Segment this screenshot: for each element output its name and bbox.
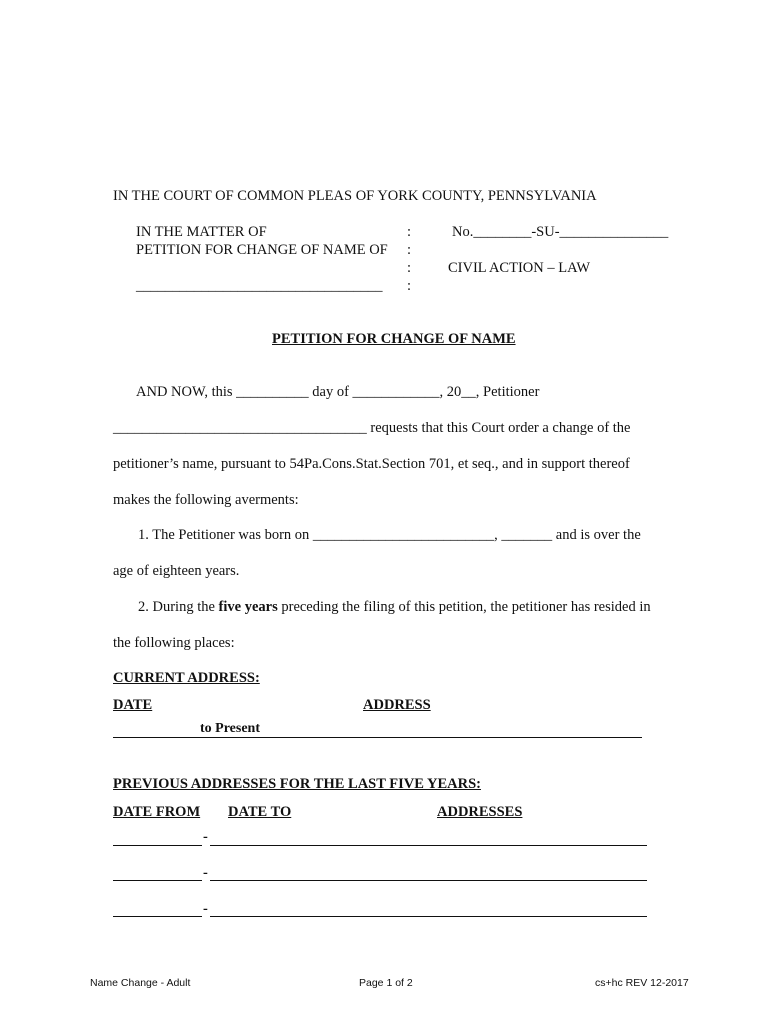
caption-matter-line1: IN THE MATTER OF [136,224,267,240]
addresses-label: ADDRESSES [437,804,523,820]
date-from-line[interactable] [113,880,202,881]
current-address-heading: CURRENT ADDRESS: [113,670,260,686]
case-number-field[interactable]: No.________-SU-_______________ [452,224,669,240]
date-to-label: DATE TO [228,804,292,820]
caption-colon: : [407,260,412,276]
body-line-3: petitioner’s name, pursuant to 54Pa.Cons.Stat.Section 701, et seq., and in support thereof [113,456,630,472]
current-address-label: ADDRESS [363,697,431,713]
row-dash: - [203,865,208,881]
address-line[interactable] [210,916,647,917]
civil-action-label: CIVIL ACTION – LAW [448,260,591,276]
date-from-line[interactable] [113,845,202,846]
current-address-line[interactable] [113,737,642,738]
previous-addresses-heading: PREVIOUS ADDRESSES FOR THE LAST FIVE YEARS: [113,776,481,792]
averment-2 [138,599,651,616]
court-heading: IN THE COURT OF COMMON PLEAS OF YORK COUNTY, PENNSYLVANIA [113,188,597,204]
caption-colon: : [407,224,412,240]
to-present-label: to Present [200,721,260,736]
averment-2-pre: 2. During the [138,599,219,615]
address-line[interactable] [210,845,647,846]
caption-colon: : [407,242,412,258]
date-from-label: DATE FROM [113,804,201,820]
footer-revision: cs+hc REV 12-2017 [595,977,689,989]
averment-1[interactable]: 1. The Petitioner was born on _________________________, _______ and is over the [138,527,641,543]
caption-name-blank[interactable]: __________________________________ [136,278,383,294]
current-date-label: DATE [113,697,153,713]
address-line[interactable] [210,880,647,881]
averment-2-cont: the following places: [113,635,235,651]
date-from-line[interactable] [113,916,202,917]
petition-title: PETITION FOR CHANGE OF NAME [272,331,516,347]
body-line-4: makes the following averments: [113,492,299,508]
averment-2-bold: five years [218,599,278,615]
row-dash: - [203,829,208,845]
body-line-1[interactable]: AND NOW, this __________ day of ____________, 20__, Petitioner [136,384,540,400]
body-line-2[interactable]: ___________________________________ requests that this Court order a change of the [113,420,631,436]
averment-2-post: preceding the filing of this petition, the petitioner has resided in [277,599,651,615]
footer-form-name: Name Change - Adult [90,977,191,989]
caption-colon: : [407,278,412,294]
footer-page-number: Page 1 of 2 [359,977,413,989]
averment-1-cont: age of eighteen years. [113,563,240,579]
caption-matter-line2: PETITION FOR CHANGE OF NAME OF [136,242,388,258]
row-dash: - [203,901,208,917]
